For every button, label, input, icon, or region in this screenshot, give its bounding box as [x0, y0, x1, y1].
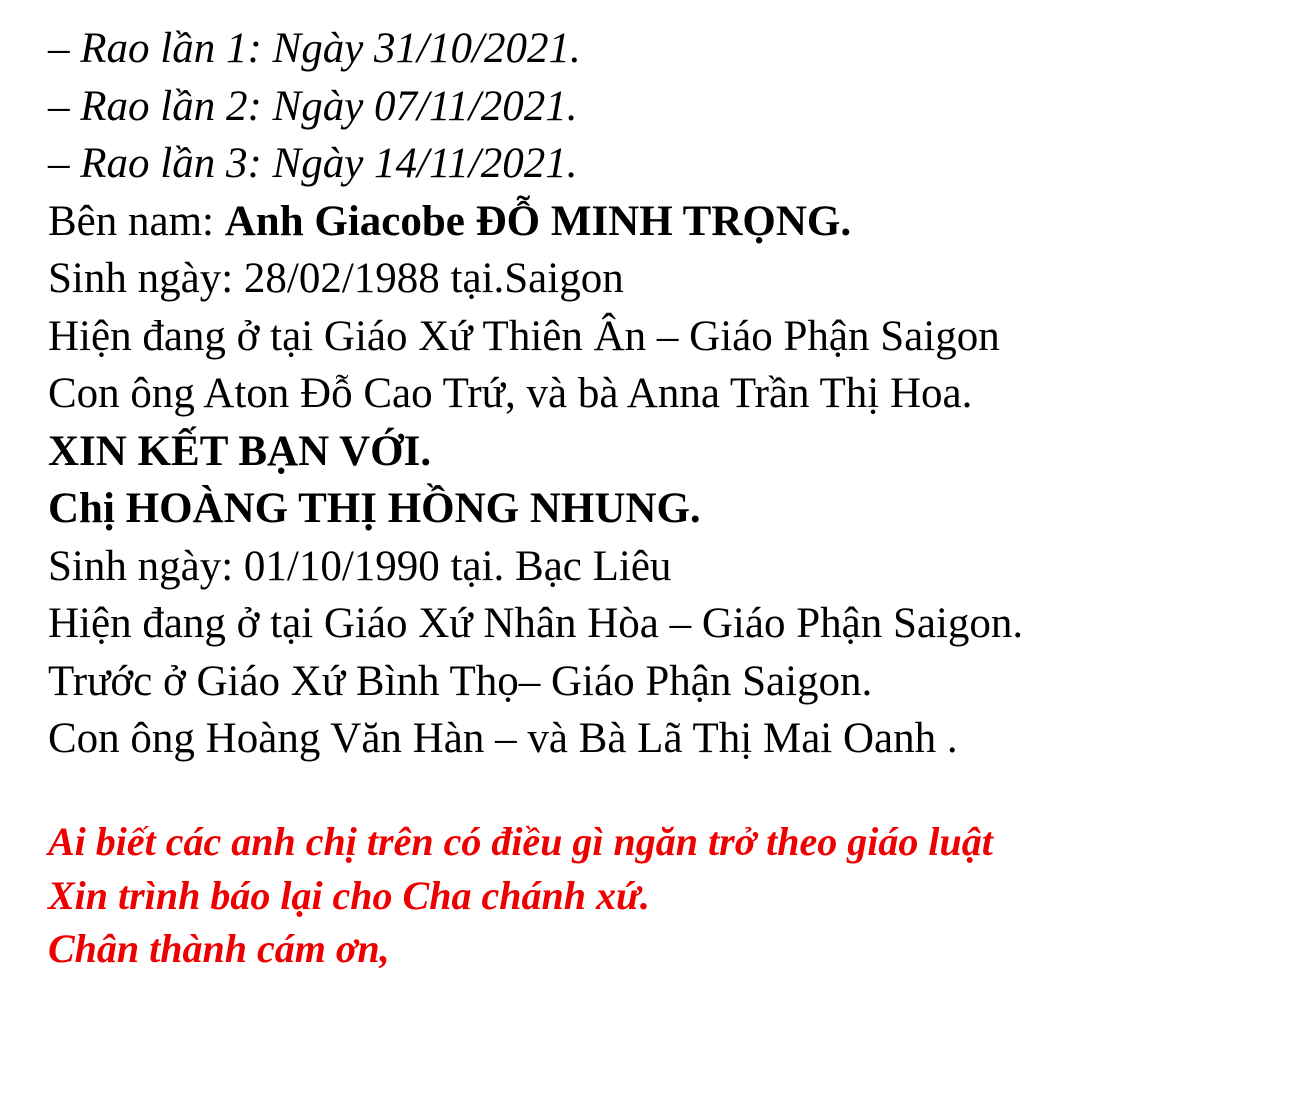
- groom-residence: Hiện đang ở tại Giáo Xứ Thiên Ân – Giáo Phận Saigon: [48, 312, 1000, 360]
- announcement-3: – Rao lần 3: Ngày 14/11/2021.: [48, 140, 578, 187]
- marriage-banns-document: [48, 20, 1288, 976]
- groom-birth: Sinh ngày: 28/02/1988 tại.Saigon: [48, 255, 624, 302]
- bride-previous-parish: Trước ở Giáo Xứ Bình Thọ– Giáo Phận Saigon.: [48, 657, 873, 705]
- groom-heading: [48, 193, 1288, 251]
- bride-birth: Sinh ngày: 01/10/1990 tại. Bạc Liêu: [48, 542, 672, 590]
- groom-name: Anh Giacobe ĐỖ MINH TRỌNG.: [224, 197, 852, 245]
- closing-note-2: Xin trình báo lại cho Cha chánh xứ.: [48, 872, 650, 918]
- announcement-1: – Rao lần 1: Ngày 31/10/2021.: [48, 25, 581, 72]
- announcement-2: – Rao lần 2: Ngày 07/11/2021.: [48, 82, 578, 130]
- bride-residence: Hiện đang ở tại Giáo Xứ Nhân Hòa – Giáo Phận Saigon.: [48, 600, 1024, 647]
- groom-label: Bên nam:: [48, 197, 225, 245]
- closing-note-1: Ai biết các anh chị trên có điều gì ngăn trở theo giáo luật: [48, 819, 993, 864]
- closing-note-3: Chân thành cám ơn,: [48, 926, 390, 971]
- connector-heading: XIN KẾT BẠN VỚI.: [48, 427, 432, 475]
- bride-parents: Con ông Hoàng Văn Hàn – và Bà Lã Thị Mai Oanh .: [48, 715, 958, 762]
- bride-name: Chị HOÀNG THỊ HỒNG NHUNG.: [48, 485, 701, 532]
- groom-parents: Con ông Aton Đỗ Cao Trứ, và bà Anna Trần Thị Hoa.: [48, 370, 973, 417]
